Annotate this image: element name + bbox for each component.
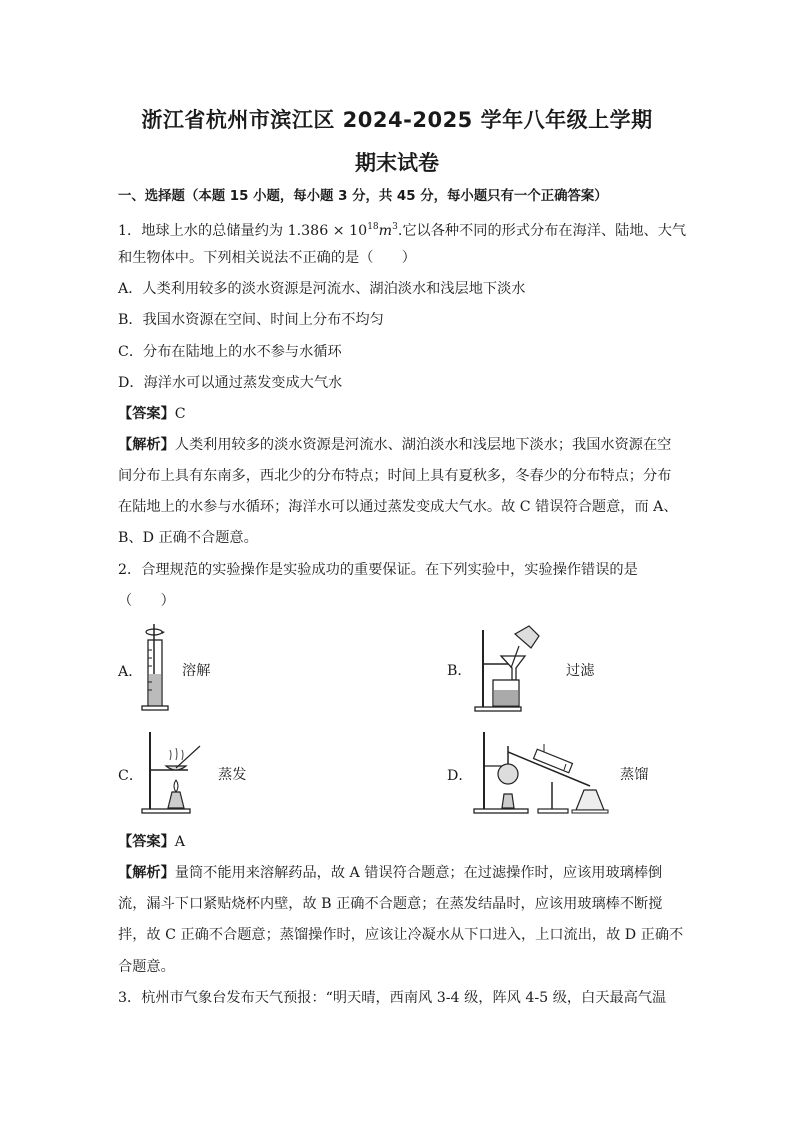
q1-unit-exponent: 3	[392, 222, 398, 232]
q1-analysis-text1: 人类利用较多的淡水资源是河流水、湖泊淡水和浅层地下淡水；我国水资源在空	[174, 437, 672, 453]
q2-stem-line2: （ ）	[118, 593, 175, 609]
q1-analysis-line2: 间分布上具有东南多，西北少的分布特点；时间上具有夏秋多，冬春少的分布特点；分布	[118, 468, 672, 484]
q2-option-b-letter: B．	[447, 663, 472, 679]
answer-tag: 【答案】	[118, 834, 175, 850]
q1-unit: m	[378, 223, 393, 239]
q2-stem-line1: 2．合理规范的实验操作是实验成功的重要保证。在下列实验中，实验操作错误的是	[118, 562, 638, 578]
q1-stem-line2: 和生物体中。下列相关说法不正确的是（ ）	[118, 250, 416, 266]
q1-option-a: A．人类利用较多的淡水资源是河流水、湖泊淡水和浅层地下淡水	[118, 281, 526, 297]
q1-stem-post: .它以各种不同的形式分布在海洋、陆地、大气	[397, 223, 687, 239]
analysis-tag: 【解析】	[118, 437, 175, 453]
evaporation-diagram	[140, 730, 204, 816]
q1-answer	[118, 405, 678, 423]
q2-option-a-letter: A．	[118, 664, 143, 680]
section-heading: 一、选择题（本题 15 小题，每小题 3 分，共 45 分，每小题只有一个正确答案）	[118, 189, 608, 204]
q2-analysis-line3: 拌，故 C 正确不合题意；蒸馏操作时，应该让冷凝水从下口进入，上口流出，故 D 正确不	[118, 927, 684, 943]
cylinder-stirring-diagram	[140, 622, 180, 712]
q1-analysis-line3: 在陆地上的水参与水循环；海洋水可以通过蒸发变成大气水。故 C 错误符合题意，而 A、	[118, 499, 678, 515]
page-title-line1: 浙江省杭州市滨江区 2024-2025 学年八年级上学期	[141, 108, 653, 132]
q2-option-c-label: 蒸发	[218, 767, 247, 783]
q2-option-a-label: 溶解	[182, 663, 211, 679]
page-title-line2: 期末试卷	[355, 151, 439, 175]
q1-stem-pre: 1．地球上水的总储量约为 1.386 × 10	[118, 223, 368, 239]
q1-option-c: C．分布在陆地上的水不参与水循环	[118, 344, 342, 360]
q1-exponent: 18	[367, 222, 379, 232]
q1-analysis-line1	[118, 436, 678, 454]
q2-answer	[118, 833, 678, 851]
analysis-tag: 【解析】	[118, 865, 175, 881]
q1-analysis-line4: B、D 正确不合题意。	[118, 530, 258, 546]
q2-option-d-label: 蒸馏	[620, 767, 649, 783]
q2-analysis-text1: 量筒不能用来溶解药品，故 A 错误符合题意；在过滤操作时，应该用玻璃棒倒	[174, 865, 663, 881]
q1-option-b: B．我国水资源在空间、时间上分布不均匀	[118, 312, 384, 328]
filtration-diagram	[473, 624, 545, 714]
distillation-diagram	[472, 730, 612, 816]
q2-option-b-label: 过滤	[566, 663, 595, 679]
q3-stem-line1: 3．杭州市气象台发布天气预报：“明天晴，西南风 3-4 级，阵风 4-5 级，白天最高气温	[118, 990, 667, 1006]
q2-analysis-line2: 流，漏斗下口紧贴烧杯内壁，故 B 正确不合题意；在蒸发结晶时，应该用玻璃棒不断搅	[118, 896, 663, 912]
q2-answer-value: A	[174, 834, 186, 850]
q2-option-d-letter: D．	[447, 768, 473, 784]
q2-option-c-letter: C．	[118, 768, 144, 784]
q1-option-d: D．海洋水可以通过蒸发变成大气水	[118, 375, 343, 391]
q2-analysis-line4: 合题意。	[118, 959, 175, 975]
answer-tag: 【答案】	[118, 406, 175, 422]
q2-analysis-line1	[118, 864, 678, 882]
q1-answer-value: C	[174, 406, 186, 422]
q1-stem-line1	[118, 218, 687, 240]
